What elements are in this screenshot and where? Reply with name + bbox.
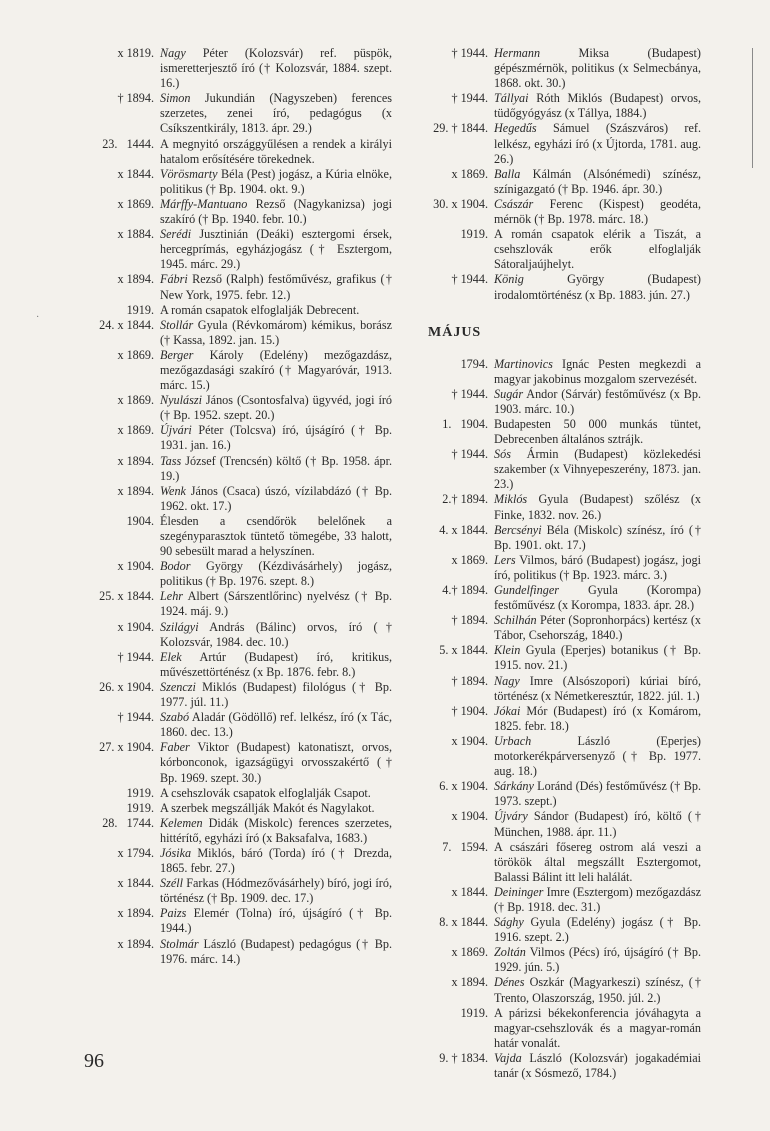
chronology-entry	[418, 417, 701, 447]
chronology-entry	[418, 553, 701, 583]
entry-date: x 1869.	[451, 945, 488, 960]
entry-date: † 1904.	[451, 703, 488, 718]
entry-text	[160, 227, 392, 272]
entry-name: Császár	[494, 196, 534, 211]
entry-text	[494, 492, 701, 522]
entry-description: Károly (Edelény) mezőgazdász, mezőgazdasági szakíró († Magyaróvár, 1913. márc. 15.)	[160, 347, 392, 393]
entry-date: 5. x 1844.	[439, 643, 488, 658]
entry-description: Sámuel (Szászváros) ref. lelkész, egyházi író (x Újtorda, 1781. aug. 26.)	[494, 121, 701, 166]
entry-name: Szabó	[160, 710, 190, 725]
entry-name: Újváry	[494, 809, 528, 824]
entry-text	[160, 589, 392, 619]
chronology-entry	[418, 46, 701, 91]
entry-date: 1919.	[460, 1005, 488, 1020]
chronology-entry	[418, 779, 701, 809]
entry-text	[494, 1006, 701, 1051]
entry-description: Ferenc (Kispest) geodéta, mérnök († Bp. 1978. márc. 18.)	[494, 196, 701, 227]
entry-text	[494, 417, 701, 447]
entry-date: 1919.	[460, 227, 488, 242]
entry-text	[160, 710, 392, 740]
entry-name: Nyulászi	[160, 393, 202, 408]
chronology-entry	[418, 197, 701, 227]
entry-date: † 1944.	[451, 46, 488, 60]
chronology-entry	[418, 840, 701, 885]
entry-date: 25. x 1844.	[99, 589, 154, 604]
entry-description: Ignác Pesten megkezdi a magyar jakobinus mozgalom szervezését.	[494, 356, 701, 386]
entry-date: † 1944.	[451, 272, 488, 287]
entry-text	[494, 885, 701, 915]
chronology-entry	[418, 674, 701, 704]
entry-name: Fábri	[160, 272, 188, 287]
entry-text	[160, 318, 392, 348]
entry-date: 4. x 1844.	[439, 522, 488, 537]
chronology-entry	[418, 447, 701, 492]
entry-description: Imre (Esztergom) mezőgazdász († Bp. 1918. dec. 31.)	[494, 884, 701, 914]
chronology-entry	[418, 387, 701, 417]
entry-date: x 1869.	[451, 552, 488, 567]
entry-name: Serédi	[160, 227, 192, 242]
entry-date: x 1844.	[117, 166, 154, 181]
chronology-entry	[418, 613, 701, 643]
entry-text	[160, 846, 392, 876]
entry-date: x 1894.	[117, 906, 154, 921]
entry-name: Sághy	[494, 915, 524, 930]
entry-date: x 1904.	[451, 733, 488, 748]
entry-date: † 1894.	[451, 673, 488, 688]
entry-date: † 1894.	[117, 91, 154, 106]
entry-description: Mór (Budapest) író (x Komárom, 1825. febr. 18.)	[494, 703, 701, 733]
entry-text	[160, 167, 392, 197]
entry-date: 1. 1904.	[442, 416, 488, 431]
entry-date: x 1819.	[117, 46, 154, 60]
entry-name: Vörösmarty	[160, 166, 218, 181]
entry-date: 28. 1744.	[102, 815, 154, 830]
chronology-entry	[74, 423, 392, 453]
entry-date: 8. x 1844.	[439, 915, 488, 930]
entry-text	[494, 197, 701, 227]
entry-name: Klein	[494, 643, 521, 658]
chronology-entry	[418, 809, 701, 839]
entry-text	[160, 816, 392, 846]
chronology-entry	[74, 318, 392, 348]
chronology-entry	[418, 975, 701, 1005]
entry-date: 26. x 1904.	[99, 679, 154, 694]
chronology-entry	[74, 348, 392, 393]
entry-description: Béla (Miskolc) színész, író († Bp. 1901. okt. 17.)	[494, 522, 701, 552]
entry-text	[160, 801, 392, 816]
chronology-entry	[418, 885, 701, 915]
entry-date: † 1944.	[451, 447, 488, 462]
chronology-entry	[74, 650, 392, 680]
chronology-entry	[74, 740, 392, 785]
entry-description: Béla (Pest) jogász, a Kúria elnöke, politikus († Bp. 1904. okt. 9.)	[160, 166, 392, 196]
entry-date: 27. x 1904.	[99, 740, 154, 755]
entry-name: Szenczi	[160, 679, 196, 694]
entry-text	[494, 523, 701, 553]
entry-name: Széll	[160, 876, 184, 891]
entry-description: A román csapatok elérik a Tiszát, a csehszlovák erők elfoglalják Sátoraljaújhelyt.	[494, 227, 701, 272]
entry-date: x 1894.	[117, 936, 154, 951]
entry-name: Tállyai	[494, 91, 529, 106]
entry-description: Elemér (Tolna) író, újságíró († Bp. 1944.)	[160, 906, 392, 936]
entry-text	[494, 613, 701, 643]
entry-description: A szerbek megszállják Makót és Nagylakot.	[160, 800, 375, 815]
entry-date: x 1869.	[451, 166, 488, 181]
chronology-entry	[74, 137, 392, 167]
entry-text	[160, 786, 392, 801]
entry-date: 24. x 1844.	[99, 317, 154, 332]
entry-description: A megnyitó országgyűlésen a rendek a királyi hatalom erősítésére törekednek.	[160, 136, 392, 166]
chronology-entry	[74, 91, 392, 136]
entry-date: 2.† 1894.	[442, 492, 488, 507]
entry-description: Budapesten 50 000 munkás tüntet, Debrecenben általános sztrájk.	[494, 416, 701, 447]
entry-description: Gyula (Budapest) szőlész (x Finke, 1832. nov. 26.)	[494, 492, 701, 522]
entry-description: György (Budapest) irodalomtörténész (x Bp. 1883. jún. 27.)	[494, 272, 701, 302]
entry-description: László (Kolozsvár) jogakadémiai tanár (x Sósmező, 1784.)	[494, 1050, 701, 1080]
entry-date: x 1884.	[117, 227, 154, 242]
chronology-entry	[74, 876, 392, 906]
entry-description: Kálmán (Alsónémedi) színész, színigazgató († Bp. 1946. ápr. 30.)	[494, 166, 701, 196]
chronology-entry	[74, 272, 392, 302]
chronology-entry	[74, 786, 392, 801]
entry-date: x 1844.	[451, 884, 488, 899]
chronology-entry	[74, 846, 392, 876]
chronology-entry	[418, 583, 701, 613]
entry-description: Gyula (Révkomárom) kémikus, borász († Kassa, 1892. jan. 15.)	[160, 317, 392, 347]
chronology-entry	[74, 559, 392, 589]
entry-text	[494, 945, 701, 975]
entry-text	[494, 779, 701, 809]
entry-text	[494, 915, 701, 945]
entry-text	[494, 91, 701, 121]
entry-date: 4.† 1894.	[442, 583, 488, 597]
chronology-entry	[74, 227, 392, 272]
entry-name: Bodor	[160, 559, 191, 574]
chronology-entry	[74, 393, 392, 423]
entry-description: György (Kézdivásárhely) jogász, politikus († Bp. 1976. szept. 8.)	[160, 559, 392, 589]
entry-description: Gyula (Korompa) festőművész (x Korompa, 1833. ápr. 28.)	[494, 583, 701, 613]
entry-name: Stolmár	[160, 936, 199, 951]
chronology-entry	[74, 484, 392, 514]
entry-text	[160, 348, 392, 393]
entry-name: Martinovics	[494, 356, 553, 371]
entry-description: Didák (Miskolc) ferences szerzetes, hittérítő, egyházi író (x Baksafalva, 1683.)	[160, 815, 392, 845]
entry-description: Imre (Alsószopori) kúriai bíró, történész (x Németkeresztúr, 1822. júl. 1.)	[494, 673, 701, 703]
chronology-entry	[418, 734, 701, 779]
entry-name: Simon	[160, 91, 191, 106]
entry-description: Viktor (Budapest) katonatiszt, orvos, kórbonconok, igazságügyi orvosszakértő († Bp. 1969. szept. 30.)	[160, 740, 392, 785]
entry-description: László (Eperjes) motorkerékpárversenyző († Bp. 1977. aug. 18.)	[494, 733, 701, 779]
entry-name: Jókai	[494, 703, 521, 718]
entry-date: x 1844.	[117, 876, 154, 891]
entry-description: Jukundián (Nagyszeben) ferences szerzetes, zenei író, pedagógus (x Csíkszentkirály, 1813. ápr. 29.)	[160, 91, 392, 136]
chronology-entry	[418, 523, 701, 553]
entry-name: Nagy	[160, 46, 186, 60]
entry-description: Gyula (Edelény) jogász († Bp. 1916. szept. 2.)	[494, 915, 701, 945]
entry-name: Hermann	[494, 46, 541, 60]
chronology-entry	[418, 357, 701, 387]
entry-date: x 1894.	[117, 272, 154, 287]
entry-description: Péter (Kolozsvár) ref. püspök, ismeretterjesztő író († Kolozsvár, 1884. szept. 16.)	[160, 46, 392, 91]
entry-description: Loránd (Dés) festőművész († Bp. 1973. szept.)	[494, 779, 701, 809]
entry-date: x 1869.	[117, 347, 154, 362]
entry-text	[160, 514, 392, 559]
entry-description: Jusztinián (Deáki) esztergomi érsek, hercegprímás, egyházjogász († Esztergom, 1945. márc. 29.)	[160, 227, 392, 272]
chronology-entry	[418, 643, 701, 673]
chronology-entry	[418, 492, 701, 522]
entry-text	[494, 583, 701, 613]
entry-text	[494, 167, 701, 197]
chronology-entry	[74, 454, 392, 484]
chronology-entry	[418, 704, 701, 734]
entry-date: 1919.	[126, 302, 154, 317]
entry-date: x 1904.	[117, 559, 154, 574]
entry-name: Tass	[160, 453, 182, 468]
entry-text	[160, 197, 392, 227]
entry-date: 1919.	[126, 800, 154, 815]
entry-date: x 1904.	[451, 809, 488, 824]
entry-description: A császári fősereg ostrom alá veszi a törökök által megszállt Esztergomot, Balassi Bálint itt leli halálát.	[494, 839, 701, 884]
entry-name: Wenk	[160, 483, 186, 498]
entry-text	[494, 46, 701, 91]
right-column-top	[418, 46, 701, 303]
chronology-entry	[418, 915, 701, 945]
entry-description: Élesden a csendőrök belelőnek a szegényparasztok tüntető tömegébe, 33 halott, 90 sebesült marad a helyszínen.	[160, 513, 392, 559]
entry-date: † 1944.	[451, 386, 488, 401]
entry-name: Hegedűs	[494, 121, 537, 136]
entry-description: Gyula (Eperjes) botanikus († Bp. 1915. nov. 21.)	[494, 643, 701, 673]
entry-text	[160, 423, 392, 453]
entry-date: 6. x 1904.	[439, 779, 488, 794]
entry-text	[160, 680, 392, 710]
entry-name: Lers	[494, 552, 516, 567]
entry-description: András (Bálinc) orvos, író († Kolozsvár, 1984. dec. 10.)	[160, 619, 392, 649]
entry-description: Miklós (Budapest) filológus († Bp. 1977. júl. 11.)	[160, 679, 392, 710]
entry-description: József (Trencsén) költő († Bp. 1958. ápr. 19.)	[160, 453, 392, 483]
entry-description: Rezső (Ralph) festőművész, grafikus († New York, 1975. febr. 12.)	[160, 272, 392, 302]
chronology-entry	[74, 710, 392, 740]
entry-description: Ármin (Budapest) közlekedési szakember (x Vihnyepeszerény, 1873. jan. 23.)	[494, 447, 701, 492]
entry-description: A párizsi békekonferencia jóváhagyta a magyar-csehszlovák és a magyar-román határ vonalát.	[494, 1005, 701, 1050]
entry-text	[494, 643, 701, 673]
chronology-entry	[74, 46, 392, 91]
margin-mark: ·	[36, 312, 40, 323]
entry-date: 30. x 1904.	[433, 196, 488, 211]
entry-name: Sós	[494, 447, 511, 462]
entry-text	[160, 559, 392, 589]
entry-date: x 1794.	[117, 845, 154, 860]
entry-text	[160, 906, 392, 936]
entry-description: János (Csaca) úszó, vízilabdázó († Bp. 1962. okt. 17.)	[160, 483, 392, 513]
chronology-entry	[418, 272, 701, 302]
entry-date: x 1894.	[117, 453, 154, 468]
entry-name: Urbach	[494, 733, 532, 748]
entry-name: Jósika	[160, 845, 192, 860]
entry-text	[160, 454, 392, 484]
entry-text	[494, 272, 701, 302]
entry-description: Péter (Tolcsva) író, újságíró († Bp. 1931. jan. 16.)	[160, 423, 392, 453]
entry-name: Berger	[160, 347, 194, 362]
entry-name: Bercsényi	[494, 522, 542, 537]
entry-name: Zoltán	[494, 945, 526, 960]
entry-name: Schilhán	[494, 613, 537, 628]
entry-name: Miklós	[494, 492, 528, 507]
chronology-entry	[418, 91, 701, 121]
entry-date: 1904.	[126, 513, 154, 528]
entry-description: A csehszlovák csapatok elfoglalják Csapot.	[160, 785, 371, 800]
entry-date: 23. 1444.	[102, 136, 154, 151]
entry-description: Oszkár (Magyarkeszi) színész, († Trento, Olaszország, 1950. júl. 2.)	[494, 975, 701, 1005]
entry-name: Gundelfinger	[494, 583, 559, 597]
entry-name: Lehr	[160, 589, 184, 604]
chronology-entry	[418, 1051, 701, 1081]
entry-date: † 1944.	[117, 710, 154, 725]
chronology-entry	[74, 303, 392, 318]
entry-name: Vajda	[494, 1050, 522, 1065]
chronology-entry	[74, 906, 392, 936]
entry-date: † 1944.	[451, 91, 488, 106]
entry-text	[494, 121, 701, 166]
chronology-entry	[74, 801, 392, 816]
entry-text	[160, 91, 392, 136]
chronology-entry	[418, 227, 701, 272]
entry-date: x 1894.	[117, 483, 154, 498]
entry-name: König	[494, 272, 524, 287]
entry-date: 29. † 1844.	[433, 121, 488, 136]
right-column	[418, 46, 701, 1081]
entry-date: x 1904.	[117, 619, 154, 634]
entry-text	[494, 975, 701, 1005]
entry-name: Balla	[494, 166, 521, 181]
entry-text	[494, 553, 701, 583]
chronology-entry	[74, 680, 392, 710]
entry-text	[494, 387, 701, 417]
entry-description: Vilmos (Pécs) író, újságíró († Bp. 1929. jún. 5.)	[494, 945, 701, 975]
entry-description: Vilmos, báró (Budapest) jogász, jogi író, politikus († Bp. 1923. márc. 3.)	[494, 552, 701, 582]
entry-text	[160, 137, 392, 167]
entry-date: 1794.	[460, 356, 488, 371]
chronology-entry	[74, 514, 392, 559]
chronology-entry	[74, 589, 392, 619]
entry-date: x 1869.	[117, 393, 154, 408]
chronology-entry	[74, 937, 392, 967]
entry-name: Nagy	[494, 673, 520, 688]
entry-description: Artúr (Budapest) író, kritikus, művészettörténész (x Bp. 1876. febr. 8.)	[160, 649, 392, 679]
entry-name: Újvári	[160, 423, 192, 438]
entry-text	[160, 876, 392, 906]
entry-name: Faber	[160, 740, 190, 755]
chronology-entry	[74, 197, 392, 227]
chronology-entry	[418, 945, 701, 975]
entry-date: 9. † 1834.	[439, 1050, 488, 1065]
entry-date: 1919.	[126, 785, 154, 800]
chronology-entry	[74, 167, 392, 197]
entry-text	[160, 272, 392, 302]
chronology-entry	[418, 121, 701, 166]
entry-text	[160, 46, 392, 91]
entry-name: Márffy-Mantuano	[160, 196, 248, 211]
chronology-entry	[74, 816, 392, 846]
entry-description: Farkas (Hódmezővásárhely) bíró, jogi író, történész († Bp. 1909. dec. 17.)	[160, 876, 392, 906]
entry-text	[160, 650, 392, 680]
entry-name: Szilágyi	[160, 619, 199, 634]
entry-description: A román csapatok elfoglalják Debrecent.	[160, 302, 360, 317]
entry-text	[494, 704, 701, 734]
entry-description: János (Csontosfalva) ügyvéd, jogi író († Bp. 1952. szept. 20.)	[160, 393, 392, 423]
section-heading-majus: MÁJUS	[428, 324, 482, 340]
entry-description: Sándor (Budapest) író, költő († München, 1988. ápr. 11.)	[494, 809, 701, 839]
entry-name: Sárkány	[494, 779, 534, 794]
entry-description: Andor (Sárvár) festőművész (x Bp. 1903. márc. 10.)	[494, 386, 701, 416]
entry-text	[494, 734, 701, 779]
chronology-entry	[418, 167, 701, 197]
chronology-entry	[74, 620, 392, 650]
entry-date: x 1869.	[117, 423, 154, 438]
entry-date: 7. 1594.	[442, 839, 488, 854]
page-number: 96	[84, 1050, 104, 1072]
margin-rule	[752, 48, 753, 168]
entry-name: Stollár	[160, 317, 194, 332]
entry-description: Péter (Sopronhorpács) kertész (x Tábor, Csehország, 1840.)	[494, 613, 701, 643]
entry-date: † 1894.	[451, 613, 488, 628]
entry-description: Miklós, báró (Torda) író († Drezda, 1865. febr. 27.)	[160, 845, 392, 876]
entry-description: Róth Miklós (Budapest) orvos, tüdőgyógyász (x Tállya, 1884.)	[494, 91, 701, 121]
entry-description: László (Budapest) pedagógus († Bp. 1976. márc. 14.)	[160, 936, 392, 966]
entry-text	[160, 484, 392, 514]
entry-name: Deininger	[494, 884, 544, 899]
entry-text	[494, 840, 701, 885]
entry-description: Aladár (Gödöllő) ref. lelkész, író (x Tác, 1860. dec. 13.)	[160, 710, 392, 740]
entry-text	[494, 1051, 701, 1081]
right-column-bottom	[418, 357, 701, 1082]
entry-text	[494, 357, 701, 387]
entry-description: Rezső (Nagykanizsa) jogi szakíró († Bp. 1940. febr. 10.)	[160, 196, 392, 227]
entry-text	[160, 937, 392, 967]
left-column	[74, 46, 392, 967]
entry-name: Paizs	[160, 906, 187, 921]
entry-text	[494, 674, 701, 704]
entry-text	[160, 303, 392, 318]
entry-date: † 1944.	[117, 649, 154, 664]
entry-date: x 1869.	[117, 196, 154, 211]
entry-text	[160, 740, 392, 785]
entry-name: Elek	[160, 649, 182, 664]
entry-text	[160, 620, 392, 650]
entry-name: Sugár	[494, 386, 524, 401]
entry-description: Albert (Sárszentlőrinc) nyelvész († Bp. 1924. máj. 9.)	[160, 589, 392, 619]
entry-name: Kelemen	[160, 815, 203, 830]
entry-text	[494, 809, 701, 839]
entry-text	[494, 447, 701, 492]
entry-description: Miksa (Budapest) gépészmérnök, politikus (x Selmecbánya, 1868. okt. 30.)	[494, 46, 701, 91]
entry-date: x 1894.	[451, 975, 488, 990]
entry-name: Dénes	[494, 975, 525, 990]
chronology-entry	[418, 1006, 701, 1051]
entry-text	[494, 227, 701, 272]
entry-text	[160, 393, 392, 423]
